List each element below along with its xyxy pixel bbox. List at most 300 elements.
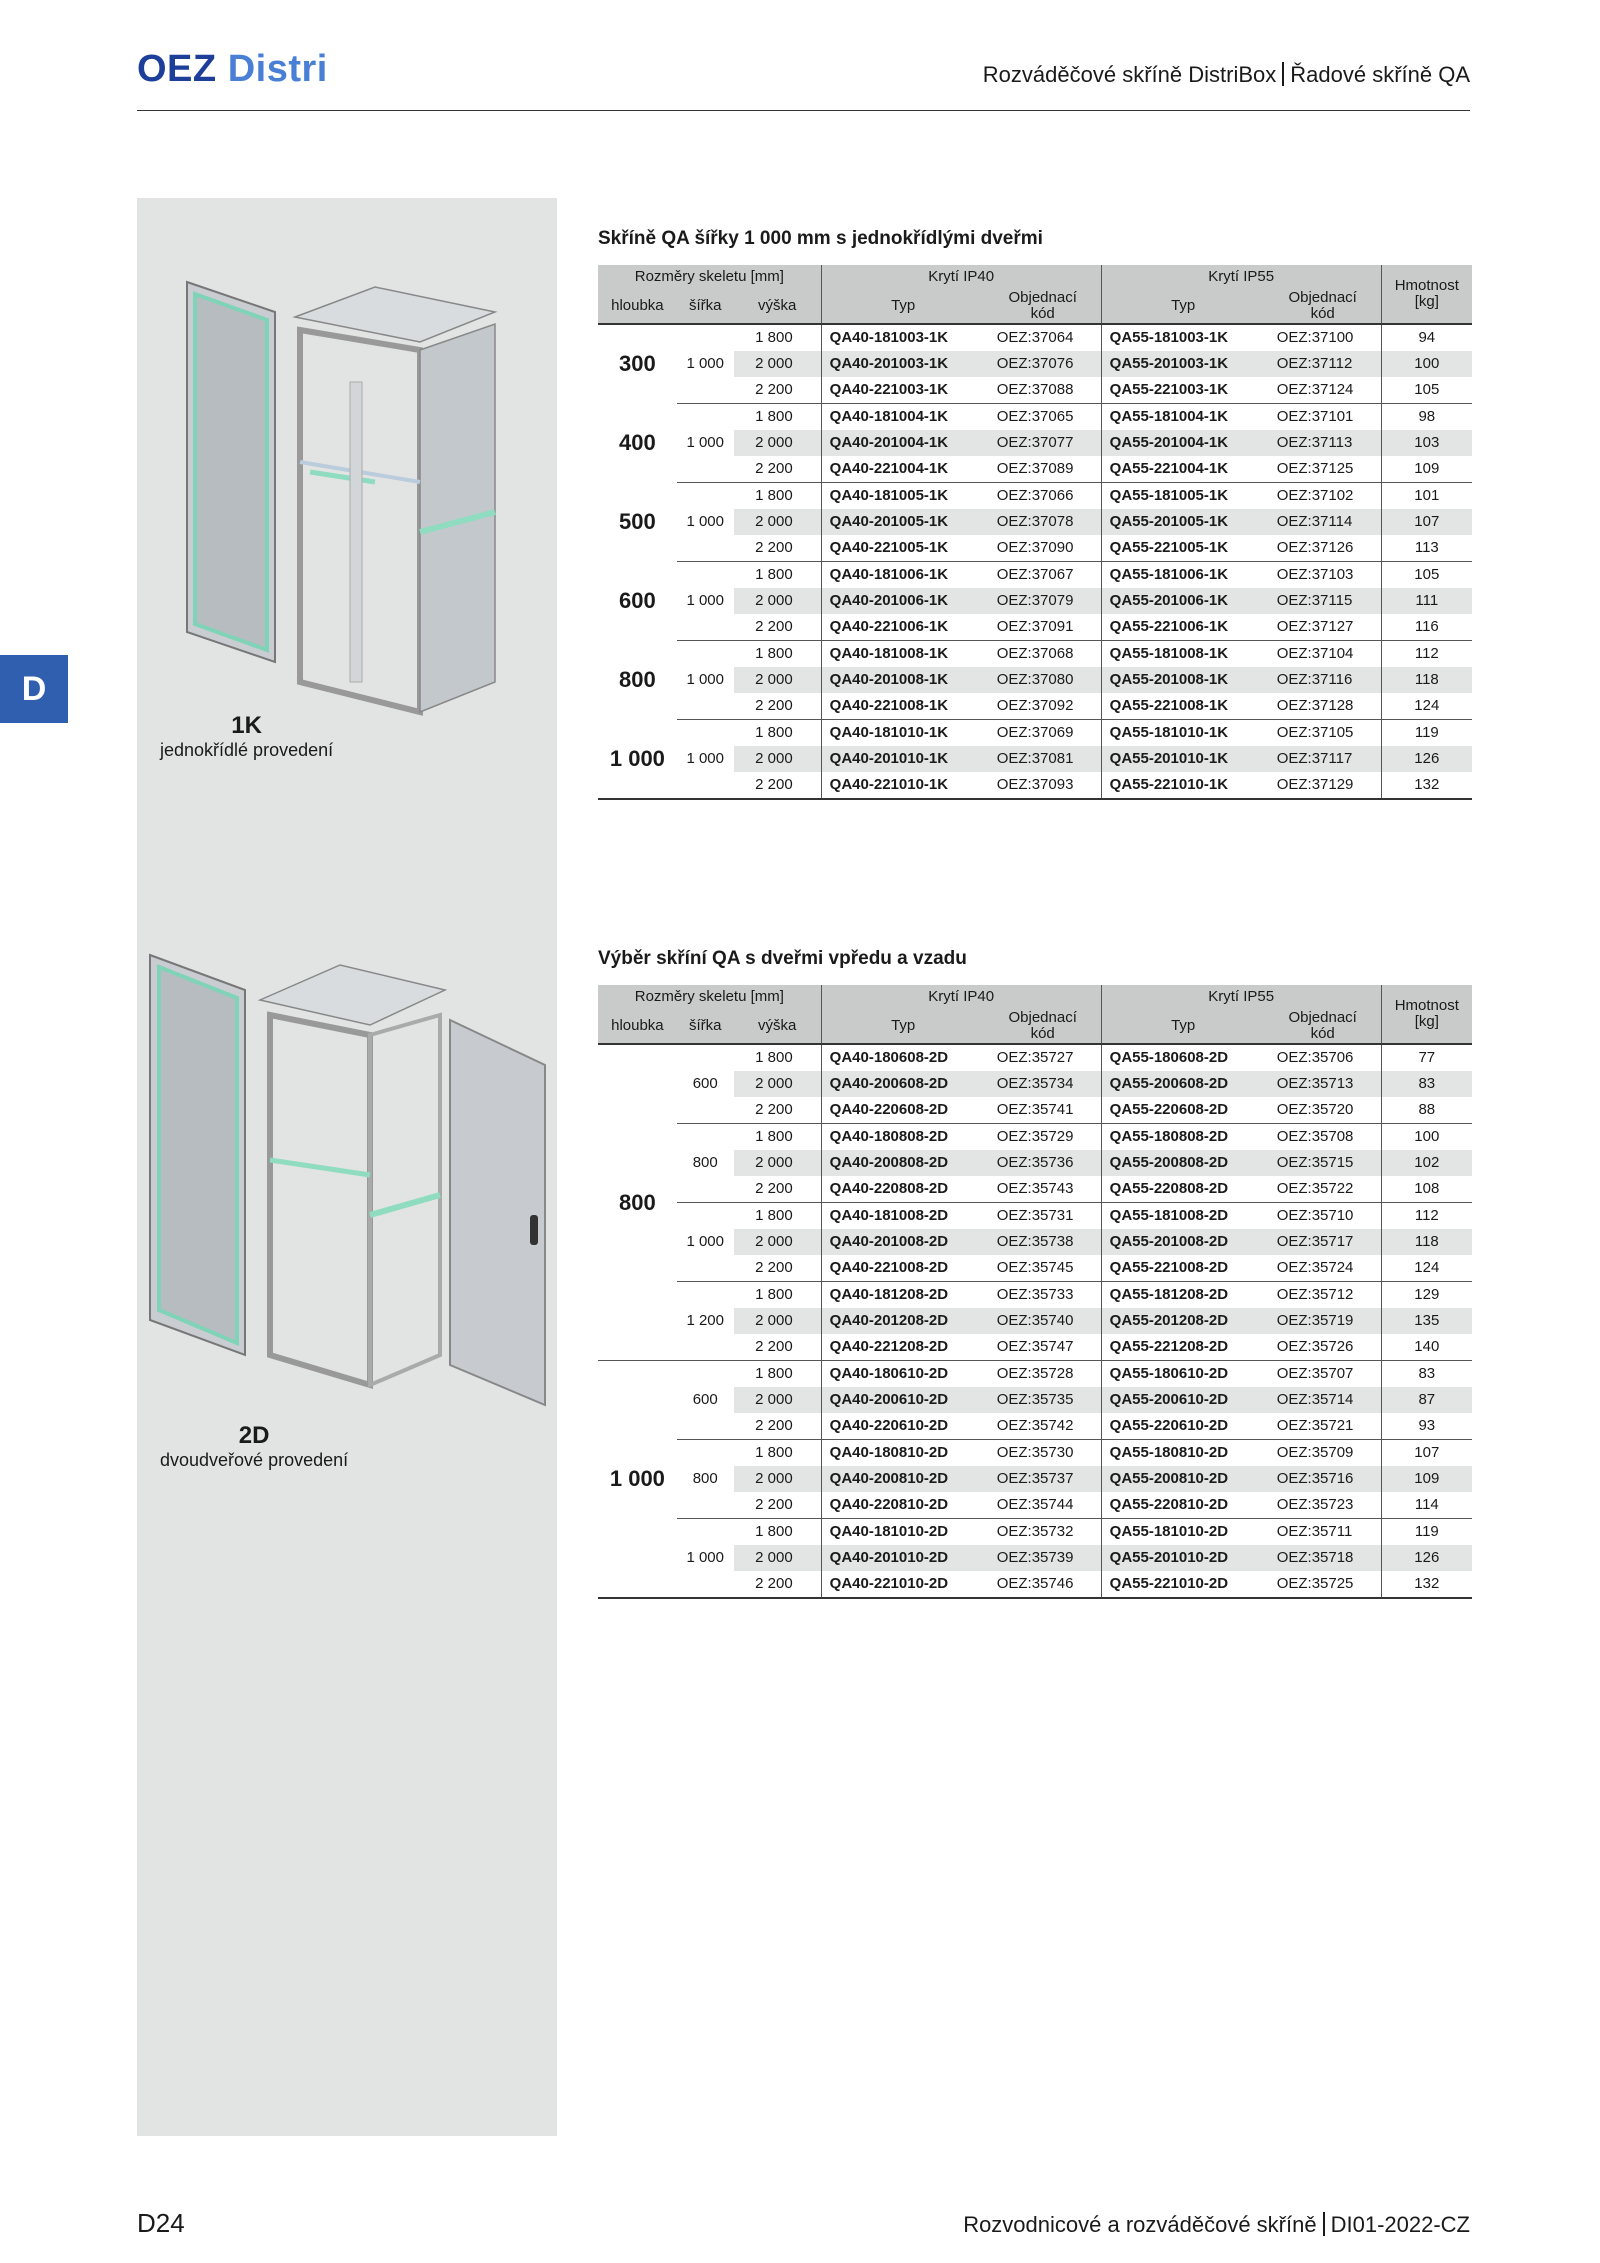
cell-kod-ip55: OEZ:37104 — [1265, 641, 1381, 668]
cell-typ-ip40: QA40-181008-1K — [821, 641, 985, 668]
cell-kod-ip55: OEZ:35711 — [1265, 1519, 1381, 1546]
cell-typ-ip40: QA40-200808-2D — [821, 1150, 985, 1176]
cell-weight: 100 — [1381, 1124, 1472, 1151]
cell-vyska: 1 800 — [734, 1203, 822, 1230]
cell-weight: 88 — [1381, 1097, 1472, 1124]
cell-kod-ip40: OEZ:37088 — [985, 377, 1101, 404]
cell-typ-ip55: QA55-180610-2D — [1101, 1361, 1265, 1388]
cell-kod-ip40: OEZ:37068 — [985, 641, 1101, 668]
cell-kod-ip40: OEZ:37080 — [985, 667, 1101, 693]
cell-weight: 102 — [1381, 1150, 1472, 1176]
cell-typ-ip55: QA55-181004-1K — [1101, 404, 1265, 431]
cell-vyska: 2 200 — [734, 1255, 822, 1282]
cell-kod-ip55: OEZ:37113 — [1265, 430, 1381, 456]
cell-vyska: 1 800 — [734, 1282, 822, 1309]
cell-kod-ip40: OEZ:37090 — [985, 535, 1101, 562]
cell-typ-ip40: QA40-220810-2D — [821, 1492, 985, 1519]
cell-typ-ip40: QA40-221003-1K — [821, 377, 985, 404]
cell-weight: 83 — [1381, 1071, 1472, 1097]
cell-kod-ip40: OEZ:35733 — [985, 1282, 1101, 1309]
th-weight-1: Hmotnost — [1394, 277, 1459, 294]
cell-weight: 124 — [1381, 693, 1472, 720]
section-tab: D — [0, 655, 68, 723]
cell-typ-ip55: QA55-221004-1K — [1101, 456, 1265, 483]
logo-oez: OEZ — [137, 48, 217, 90]
cell-kod-ip55: OEZ:37114 — [1265, 509, 1381, 535]
cell-weight: 93 — [1381, 1413, 1472, 1440]
cell-weight: 112 — [1381, 1203, 1472, 1230]
th-kod-2: kód — [1030, 305, 1055, 322]
th-weight — [1381, 985, 1472, 1044]
cell-kod-ip40: OEZ:35740 — [985, 1308, 1101, 1334]
cell-typ-ip55: QA55-221208-2D — [1101, 1334, 1265, 1361]
cell-typ-ip55: QA55-200808-2D — [1101, 1150, 1265, 1176]
cell-weight: 109 — [1381, 456, 1472, 483]
table-row — [598, 1044, 1472, 1071]
cell-vyska: 2 200 — [734, 1097, 822, 1124]
cell-vyska: 2 200 — [734, 1176, 822, 1203]
cell-vyska: 1 800 — [734, 1044, 822, 1071]
cell-typ-ip55: QA55-220808-2D — [1101, 1176, 1265, 1203]
cell-weight: 108 — [1381, 1176, 1472, 1203]
cell-kod-ip55: OEZ:37112 — [1265, 351, 1381, 377]
cell-weight: 116 — [1381, 614, 1472, 641]
cell-vyska: 1 800 — [734, 1361, 822, 1388]
cell-vyska: 1 800 — [734, 641, 822, 668]
cell-typ-ip55: QA55-221006-1K — [1101, 614, 1265, 641]
footer-separator — [1323, 2212, 1325, 2236]
th-weight-1: Hmotnost — [1394, 997, 1459, 1014]
cell-vyska: 2 000 — [734, 351, 822, 377]
cabinet-1k-label — [160, 712, 333, 761]
cell-kod-ip40: OEZ:37066 — [985, 483, 1101, 510]
cell-vyska: 2 200 — [734, 772, 822, 799]
cell-vyska: 2 000 — [734, 1545, 822, 1571]
cell-kod-ip55: OEZ:35707 — [1265, 1361, 1381, 1388]
cell-kod-ip40: OEZ:37076 — [985, 351, 1101, 377]
th-kod-1: Objednací — [1288, 1009, 1357, 1026]
th-ip40: Krytí IP40 — [821, 985, 1101, 1009]
cell-typ-ip55: QA55-181008-2D — [1101, 1203, 1265, 1230]
page-header-title — [983, 62, 1470, 88]
cell-typ-ip55: QA55-200810-2D — [1101, 1466, 1265, 1492]
th-dims: Rozměry skeletu [mm] — [598, 265, 821, 289]
cell-weight: 103 — [1381, 430, 1472, 456]
cell-hloubka: 400 — [598, 404, 677, 483]
cell-typ-ip55: QA55-201010-1K — [1101, 746, 1265, 772]
cell-hloubka: 300 — [598, 324, 677, 404]
cell-kod-ip40: OEZ:35745 — [985, 1255, 1101, 1282]
cell-typ-ip40: QA40-221010-1K — [821, 772, 985, 799]
cell-typ-ip55: QA55-221010-1K — [1101, 772, 1265, 799]
cabinet-1k-illustration — [175, 262, 515, 722]
cell-typ-ip55: QA55-180608-2D — [1101, 1044, 1265, 1071]
cell-kod-ip55: OEZ:35719 — [1265, 1308, 1381, 1334]
cell-vyska: 2 000 — [734, 746, 822, 772]
cell-typ-ip40: QA40-200610-2D — [821, 1387, 985, 1413]
cell-typ-ip40: QA40-220808-2D — [821, 1176, 985, 1203]
cell-hloubka: 1 000 — [598, 720, 677, 800]
cell-vyska: 2 200 — [734, 693, 822, 720]
cell-typ-ip40: QA40-200608-2D — [821, 1071, 985, 1097]
cell-sirka: 1 000 — [677, 324, 734, 404]
cell-weight: 118 — [1381, 667, 1472, 693]
cell-typ-ip55: QA55-200610-2D — [1101, 1387, 1265, 1413]
cell-typ-ip55: QA55-201005-1K — [1101, 509, 1265, 535]
cell-kod-ip55: OEZ:35724 — [1265, 1255, 1381, 1282]
cell-hloubka: 500 — [598, 483, 677, 562]
header-title-right: Řadové skříně QA — [1290, 62, 1470, 87]
cell-kod-ip55: OEZ:35725 — [1265, 1571, 1381, 1598]
cell-typ-ip55: QA55-220608-2D — [1101, 1097, 1265, 1124]
cell-typ-ip40: QA40-180610-2D — [821, 1361, 985, 1388]
header-rule — [137, 110, 1470, 111]
cell-hloubka: 1 000 — [598, 1361, 677, 1599]
cell-kod-ip55: OEZ:37126 — [1265, 535, 1381, 562]
cell-weight: 83 — [1381, 1361, 1472, 1388]
cabinet-2d-description: dvoudveřové provedení — [160, 1450, 349, 1470]
cell-kod-ip40: OEZ:35729 — [985, 1124, 1101, 1151]
table1-title: Skříně QA šířky 1 000 mm s jednokřídlými dveřmi — [598, 228, 1043, 249]
cell-hloubka: 800 — [598, 641, 677, 720]
cell-kod-ip40: OEZ:35741 — [985, 1097, 1101, 1124]
table2 — [598, 985, 1472, 1599]
cell-kod-ip40: OEZ:37078 — [985, 509, 1101, 535]
th-vyska: výška — [734, 1009, 822, 1044]
cell-kod-ip55: OEZ:37129 — [1265, 772, 1381, 799]
cell-typ-ip55: QA55-200608-2D — [1101, 1071, 1265, 1097]
cell-typ-ip55: QA55-181005-1K — [1101, 483, 1265, 510]
cell-sirka: 600 — [677, 1044, 734, 1124]
cell-typ-ip40: QA40-221004-1K — [821, 456, 985, 483]
cell-typ-ip55: QA55-201004-1K — [1101, 430, 1265, 456]
cell-sirka: 1 000 — [677, 641, 734, 720]
cell-kod-ip40: OEZ:35730 — [985, 1440, 1101, 1467]
table-row — [598, 720, 1472, 747]
cell-vyska: 2 000 — [734, 1466, 822, 1492]
cell-typ-ip40: QA40-180808-2D — [821, 1124, 985, 1151]
th-kod-1: Objednací — [1008, 289, 1077, 306]
cell-kod-ip55: OEZ:37124 — [1265, 377, 1381, 404]
cell-typ-ip40: QA40-201008-1K — [821, 667, 985, 693]
footer-doc-right: DI01-2022-CZ — [1330, 2212, 1470, 2237]
th-kod-2: kód — [1310, 305, 1335, 322]
table-row — [598, 1282, 1472, 1309]
cell-vyska: 1 800 — [734, 483, 822, 510]
cell-typ-ip55: QA55-221010-2D — [1101, 1571, 1265, 1598]
cell-sirka: 800 — [677, 1124, 734, 1203]
cell-vyska: 2 000 — [734, 1150, 822, 1176]
cell-typ-ip40: QA40-201005-1K — [821, 509, 985, 535]
cell-kod-ip55: OEZ:35716 — [1265, 1466, 1381, 1492]
table-row — [598, 562, 1472, 589]
cell-typ-ip55: QA55-221005-1K — [1101, 535, 1265, 562]
cell-weight: 119 — [1381, 720, 1472, 747]
th-kod-1: Objednací — [1288, 289, 1357, 306]
table2-title: Výběr skříní QA s dveřmi vpředu a vzadu — [598, 948, 967, 969]
header-title-left: Rozváděčové skříně DistriBox — [982, 62, 1277, 87]
cell-typ-ip55: QA55-181008-1K — [1101, 641, 1265, 668]
cell-vyska: 1 800 — [734, 720, 822, 747]
cell-vyska: 2 000 — [734, 1229, 822, 1255]
cell-kod-ip55: OEZ:37125 — [1265, 456, 1381, 483]
cell-typ-ip55: QA55-221008-1K — [1101, 693, 1265, 720]
cell-kod-ip40: OEZ:35743 — [985, 1176, 1101, 1203]
cell-hloubka: 600 — [598, 562, 677, 641]
cell-typ-ip40: QA40-180608-2D — [821, 1044, 985, 1071]
th-ip40: Krytí IP40 — [821, 265, 1101, 289]
cell-typ-ip55: QA55-201208-2D — [1101, 1308, 1265, 1334]
cell-kod-ip40: OEZ:37081 — [985, 746, 1101, 772]
cell-kod-ip55: OEZ:37105 — [1265, 720, 1381, 747]
cell-vyska: 1 800 — [734, 1124, 822, 1151]
cell-weight: 132 — [1381, 772, 1472, 799]
cell-typ-ip55: QA55-181010-1K — [1101, 720, 1265, 747]
th-kod-ip40 — [985, 289, 1101, 324]
cell-sirka: 1 000 — [677, 720, 734, 800]
cell-typ-ip40: QA40-181010-2D — [821, 1519, 985, 1546]
cell-kod-ip40: OEZ:35736 — [985, 1150, 1101, 1176]
cell-sirka: 1 000 — [677, 1519, 734, 1599]
cell-vyska: 1 800 — [734, 1519, 822, 1546]
table-row — [598, 1124, 1472, 1151]
table-row — [598, 483, 1472, 510]
cell-typ-ip40: QA40-201008-2D — [821, 1229, 985, 1255]
cell-kod-ip40: OEZ:35747 — [985, 1334, 1101, 1361]
th-hloubka: hloubka — [598, 1009, 677, 1044]
cell-kod-ip55: OEZ:37127 — [1265, 614, 1381, 641]
th-kod-ip55 — [1265, 1009, 1381, 1044]
cell-vyska: 1 800 — [734, 1440, 822, 1467]
cell-vyska: 1 800 — [734, 404, 822, 431]
cell-kod-ip55: OEZ:37100 — [1265, 324, 1381, 351]
cell-kod-ip40: OEZ:35739 — [985, 1545, 1101, 1571]
cell-kod-ip55: OEZ:35726 — [1265, 1334, 1381, 1361]
th-weight-2: [kg] — [1414, 1013, 1439, 1030]
cell-kod-ip55: OEZ:37102 — [1265, 483, 1381, 510]
cell-kod-ip55: OEZ:35709 — [1265, 1440, 1381, 1467]
cell-kod-ip55: OEZ:37103 — [1265, 562, 1381, 589]
cabinet-2d-illustration — [145, 945, 555, 1415]
cell-sirka: 1 200 — [677, 1282, 734, 1361]
cell-sirka: 1 000 — [677, 483, 734, 562]
logo-distri: Distri — [227, 48, 328, 90]
cell-kod-ip40: OEZ:37089 — [985, 456, 1101, 483]
cell-weight: 119 — [1381, 1519, 1472, 1546]
th-vyska: výška — [734, 289, 822, 324]
table-row — [598, 641, 1472, 668]
cell-kod-ip40: OEZ:35734 — [985, 1071, 1101, 1097]
cell-typ-ip55: QA55-181003-1K — [1101, 324, 1265, 351]
cell-typ-ip55: QA55-201010-2D — [1101, 1545, 1265, 1571]
th-kod-ip55 — [1265, 289, 1381, 324]
cell-kod-ip55: OEZ:35718 — [1265, 1545, 1381, 1571]
cell-typ-ip40: QA40-221208-2D — [821, 1334, 985, 1361]
th-typ-ip55: Typ — [1101, 289, 1265, 324]
cell-weight: 87 — [1381, 1387, 1472, 1413]
cell-typ-ip40: QA40-201004-1K — [821, 430, 985, 456]
footer-doc-left: Rozvodnicové a rozváděčové skříně — [963, 2212, 1317, 2237]
cell-vyska: 2 000 — [734, 667, 822, 693]
cell-vyska: 2 000 — [734, 588, 822, 614]
cell-kod-ip55: OEZ:35720 — [1265, 1097, 1381, 1124]
cell-kod-ip40: OEZ:37093 — [985, 772, 1101, 799]
cell-typ-ip40: QA40-201010-1K — [821, 746, 985, 772]
cell-kod-ip40: OEZ:35735 — [985, 1387, 1101, 1413]
cell-kod-ip55: OEZ:35717 — [1265, 1229, 1381, 1255]
cell-typ-ip40: QA40-221010-2D — [821, 1571, 985, 1598]
cell-weight: 107 — [1381, 1440, 1472, 1467]
cell-sirka: 1 000 — [677, 562, 734, 641]
cell-typ-ip55: QA55-180810-2D — [1101, 1440, 1265, 1467]
cell-kod-ip40: OEZ:37065 — [985, 404, 1101, 431]
cell-kod-ip55: OEZ:35722 — [1265, 1176, 1381, 1203]
cell-vyska: 2 000 — [734, 430, 822, 456]
cell-weight: 114 — [1381, 1492, 1472, 1519]
th-sirka: šířka — [677, 289, 734, 324]
footer-doc — [963, 2212, 1470, 2238]
th-weight — [1381, 265, 1472, 324]
th-typ-ip55: Typ — [1101, 1009, 1265, 1044]
cell-typ-ip55: QA55-221003-1K — [1101, 377, 1265, 404]
cell-kod-ip55: OEZ:35712 — [1265, 1282, 1381, 1309]
cell-typ-ip55: QA55-181208-2D — [1101, 1282, 1265, 1309]
cell-typ-ip55: QA55-220610-2D — [1101, 1413, 1265, 1440]
th-hloubka: hloubka — [598, 289, 677, 324]
page-number: D24 — [137, 2208, 185, 2238]
cell-weight: 124 — [1381, 1255, 1472, 1282]
cell-sirka: 1 000 — [677, 404, 734, 483]
th-typ-ip40: Typ — [821, 289, 985, 324]
table-row — [598, 1361, 1472, 1388]
cell-typ-ip40: QA40-201003-1K — [821, 351, 985, 377]
cell-vyska: 2 000 — [734, 1308, 822, 1334]
cell-vyska: 2 200 — [734, 1571, 822, 1598]
cell-weight: 140 — [1381, 1334, 1472, 1361]
cell-weight: 109 — [1381, 1466, 1472, 1492]
cell-kod-ip40: OEZ:35727 — [985, 1044, 1101, 1071]
cell-vyska: 2 200 — [734, 535, 822, 562]
cell-typ-ip55: QA55-201008-2D — [1101, 1229, 1265, 1255]
cell-sirka: 600 — [677, 1361, 734, 1440]
cabinet-1k-code: 1K — [231, 712, 262, 739]
th-kod-2: kód — [1310, 1025, 1335, 1042]
cell-weight: 129 — [1381, 1282, 1472, 1309]
cell-vyska: 2 200 — [734, 377, 822, 404]
cell-typ-ip55: QA55-220810-2D — [1101, 1492, 1265, 1519]
cabinet-1k-description: jednokřídlé provedení — [160, 740, 334, 760]
cell-vyska: 2 000 — [734, 1387, 822, 1413]
cell-weight: 113 — [1381, 535, 1472, 562]
cell-kod-ip55: OEZ:35723 — [1265, 1492, 1381, 1519]
table-row — [598, 1203, 1472, 1230]
cell-weight: 112 — [1381, 641, 1472, 668]
cell-typ-ip55: QA55-201006-1K — [1101, 588, 1265, 614]
cell-kod-ip40: OEZ:35737 — [985, 1466, 1101, 1492]
table-row — [598, 1519, 1472, 1546]
cell-typ-ip40: QA40-181010-1K — [821, 720, 985, 747]
cell-vyska: 2 200 — [734, 1413, 822, 1440]
cell-kod-ip55: OEZ:35715 — [1265, 1150, 1381, 1176]
cell-typ-ip40: QA40-181005-1K — [821, 483, 985, 510]
cell-weight: 135 — [1381, 1308, 1472, 1334]
cell-kod-ip40: OEZ:35732 — [985, 1519, 1101, 1546]
cell-vyska: 1 800 — [734, 562, 822, 589]
cell-kod-ip40: OEZ:37091 — [985, 614, 1101, 641]
cell-typ-ip55: QA55-181010-2D — [1101, 1519, 1265, 1546]
cell-weight: 111 — [1381, 588, 1472, 614]
cell-kod-ip40: OEZ:37067 — [985, 562, 1101, 589]
th-kod-ip40 — [985, 1009, 1101, 1044]
cell-kod-ip55: OEZ:35710 — [1265, 1203, 1381, 1230]
cell-typ-ip55: QA55-221008-2D — [1101, 1255, 1265, 1282]
cell-typ-ip40: QA40-181003-1K — [821, 324, 985, 351]
cell-vyska: 2 200 — [734, 1492, 822, 1519]
cell-vyska: 2 000 — [734, 1071, 822, 1097]
cell-weight: 118 — [1381, 1229, 1472, 1255]
cell-weight: 105 — [1381, 377, 1472, 404]
cell-kod-ip55: OEZ:35708 — [1265, 1124, 1381, 1151]
th-kod-1: Objednací — [1008, 1009, 1077, 1026]
cell-typ-ip40: QA40-200810-2D — [821, 1466, 985, 1492]
cell-kod-ip40: OEZ:37064 — [985, 324, 1101, 351]
table-row — [598, 1440, 1472, 1467]
cell-vyska: 1 800 — [734, 324, 822, 351]
th-weight-2: [kg] — [1414, 293, 1439, 310]
cell-typ-ip40: QA40-201208-2D — [821, 1308, 985, 1334]
cell-typ-ip40: QA40-181208-2D — [821, 1282, 985, 1309]
table1 — [598, 265, 1472, 800]
th-typ-ip40: Typ — [821, 1009, 985, 1044]
cell-weight: 100 — [1381, 351, 1472, 377]
cell-typ-ip55: QA55-201003-1K — [1101, 351, 1265, 377]
cell-typ-ip40: QA40-221006-1K — [821, 614, 985, 641]
cell-sirka: 800 — [677, 1440, 734, 1519]
cell-kod-ip40: OEZ:35744 — [985, 1492, 1101, 1519]
th-kod-2: kód — [1030, 1025, 1055, 1042]
cell-hloubka: 800 — [598, 1044, 677, 1361]
th-ip55: Krytí IP55 — [1101, 265, 1381, 289]
cell-kod-ip40: OEZ:37077 — [985, 430, 1101, 456]
cell-kod-ip55: OEZ:37101 — [1265, 404, 1381, 431]
cell-weight: 77 — [1381, 1044, 1472, 1071]
cell-kod-ip55: OEZ:35706 — [1265, 1044, 1381, 1071]
cell-typ-ip55: QA55-181006-1K — [1101, 562, 1265, 589]
cabinet-2d-label — [160, 1422, 348, 1471]
cell-weight: 94 — [1381, 324, 1472, 351]
cell-typ-ip55: QA55-201008-1K — [1101, 667, 1265, 693]
th-sirka: šířka — [677, 1009, 734, 1044]
table-row — [598, 404, 1472, 431]
cell-kod-ip55: OEZ:35713 — [1265, 1071, 1381, 1097]
cell-sirka: 1 000 — [677, 1203, 734, 1282]
cell-kod-ip40: OEZ:37092 — [985, 693, 1101, 720]
header-separator — [1282, 62, 1284, 86]
cell-weight: 126 — [1381, 746, 1472, 772]
cell-kod-ip40: OEZ:35742 — [985, 1413, 1101, 1440]
cell-typ-ip40: QA40-181004-1K — [821, 404, 985, 431]
cell-weight: 132 — [1381, 1571, 1472, 1598]
cell-typ-ip40: QA40-221008-1K — [821, 693, 985, 720]
cell-typ-ip40: QA40-181006-1K — [821, 562, 985, 589]
cell-typ-ip55: QA55-180808-2D — [1101, 1124, 1265, 1151]
cell-weight: 105 — [1381, 562, 1472, 589]
cell-kod-ip40: OEZ:35728 — [985, 1361, 1101, 1388]
cell-typ-ip40: QA40-201010-2D — [821, 1545, 985, 1571]
cell-kod-ip55: OEZ:37117 — [1265, 746, 1381, 772]
cell-kod-ip55: OEZ:37128 — [1265, 693, 1381, 720]
cell-typ-ip40: QA40-220610-2D — [821, 1413, 985, 1440]
